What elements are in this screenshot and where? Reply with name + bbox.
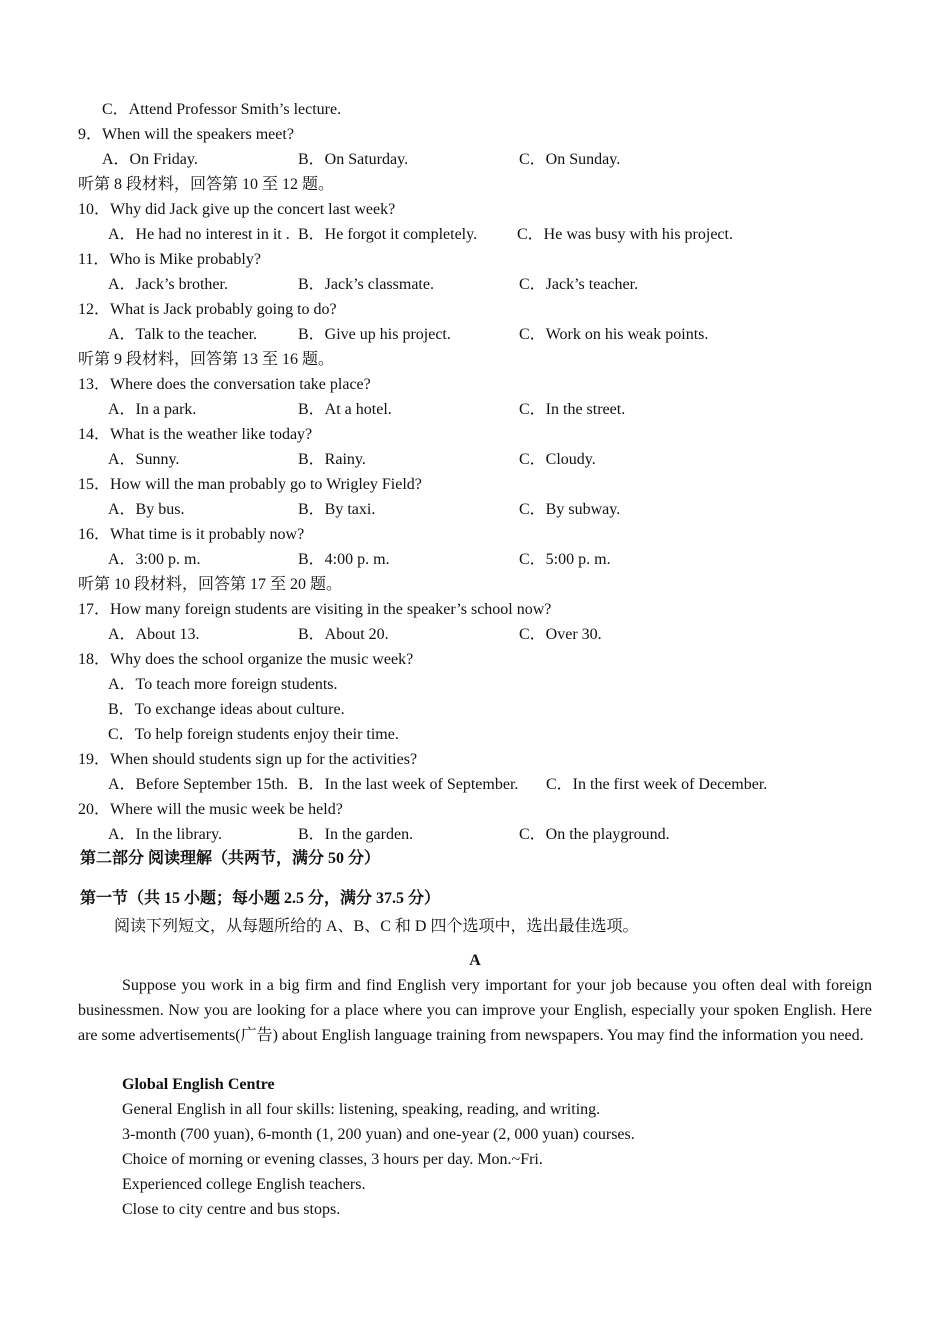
q14-option-a: A．Sunny. [108,451,180,468]
q16-option-a: A．3:00 p. m. [108,551,201,568]
q10-option-a: A．He had no interest in it . [108,226,290,243]
question-15: 15．How will the man probably go to Wrigley Field? [78,476,422,493]
ad1-line: Choice of morning or evening classes, 3 hours per day. Mon.~Fri. [122,1151,543,1168]
question-14: 14．What is the weather like today? [78,426,313,443]
instruction: 阅读下列短文，从每题所给的 A、B、C 和 D 四个选项中，选出最佳选项。 [114,918,639,935]
section-header-8: 听第 8 段材料，回答第 10 至 12 题。 [78,176,335,193]
q17-option-c: C．Over 30. [519,626,602,643]
q19-option-c: C．In the first week of December. [546,776,768,793]
q14-option-b: B．Rainy. [298,451,366,468]
q20-option-b: B．In the garden. [298,826,414,843]
passage-label: A [469,952,481,969]
question-13: 13．Where does the conversation take place? [78,376,371,393]
question-12: 12．What is Jack probably going to do? [78,301,337,318]
q8-option-c: C．Attend Professor Smith’s lecture. [102,101,342,118]
question-19: 19．When should students sign up for the activities? [78,751,418,768]
q9-option-a: A．On Friday. [102,151,198,168]
q9-option-c: C．On Sunday. [519,151,621,168]
q11-option-a: A．Jack’s brother. [108,276,228,293]
q11-option-c: C．Jack’s teacher. [519,276,639,293]
q20-option-a: A．In the library. [108,826,223,843]
ad1-name: Global English Centre [122,1076,275,1093]
q12-option-c: C．Work on his weak points. [519,326,709,343]
question-20: 20．Where will the music week be held? [78,801,343,818]
ad1-line: Experienced college English teachers. [122,1176,366,1193]
part2-title: 第二部分 阅读理解（共两节，满分 50 分） [80,850,381,867]
section-header-9: 听第 9 段材料，回答第 13 至 16 题。 [78,351,335,368]
q13-option-a: A．In a park. [108,401,197,418]
q18-option-a: A．To teach more foreign students. [108,676,338,693]
question-16: 16．What time is it probably now? [78,526,305,543]
q9-option-b: B．On Saturday. [298,151,409,168]
ad1-line: 3-month (700 yuan), 6-month (1, 200 yuan) and one-year (2, 000 yuan) courses. [122,1126,635,1143]
question-11: 11．Who is Mike probably? [78,251,261,268]
q10-option-b: B．He forgot it completely. [298,226,478,243]
q15-option-a: A．By bus. [108,501,185,518]
question-10: 10．Why did Jack give up the concert last week? [78,201,396,218]
q19-option-b: B．In the last week of September. [298,776,519,793]
q17-option-a: A．About 13. [108,626,200,643]
q12-option-b: B．Give up his project. [298,326,451,343]
q15-option-c: C．By subway. [519,501,621,518]
q15-option-b: B．By taxi. [298,501,376,518]
q13-option-b: B．At a hotel. [298,401,392,418]
q13-option-c: C．In the street. [519,401,626,418]
question-18: 18．Why does the school organize the music week? [78,651,414,668]
q18-option-c: C．To help foreign students enjoy their time. [108,726,399,743]
q20-option-c: C．On the playground. [519,826,670,843]
q10-option-c: C．He was busy with his project. [517,226,733,243]
q11-option-b: B．Jack’s classmate. [298,276,434,293]
q12-option-a: A．Talk to the teacher. [108,326,258,343]
ad1-line: Close to city centre and bus stops. [122,1201,341,1218]
q16-option-b: B．4:00 p. m. [298,551,390,568]
q16-option-c: C．5:00 p. m. [519,551,611,568]
q14-option-c: C．Cloudy. [519,451,596,468]
q17-option-b: B．About 20. [298,626,389,643]
section-header-10: 听第 10 段材料，回答第 17 至 20 题。 [78,576,343,593]
question-9: 9．When will the speakers meet? [78,126,294,143]
q19-option-a: A．Before September 15th. [108,776,288,793]
passage-intro: Suppose you work in a big firm and find English very important for your job because you often deal with foreign businessmen. Now you are looking for a place where you can improve your English, especially your spoken English. Here are some advertisements(广告) about English language training from newspapers. You may find the information you need. [78,977,872,1044]
q18-option-b: B．To exchange ideas about culture. [108,701,345,718]
question-17: 17．How many foreign students are visiting in the speaker’s school now? [78,601,552,618]
section1-title: 第一节（共 15 小题；每小题 2.5 分，满分 37.5 分） [80,890,441,907]
ad1-line: General English in all four skills: listening, speaking, reading, and writing. [122,1101,601,1118]
